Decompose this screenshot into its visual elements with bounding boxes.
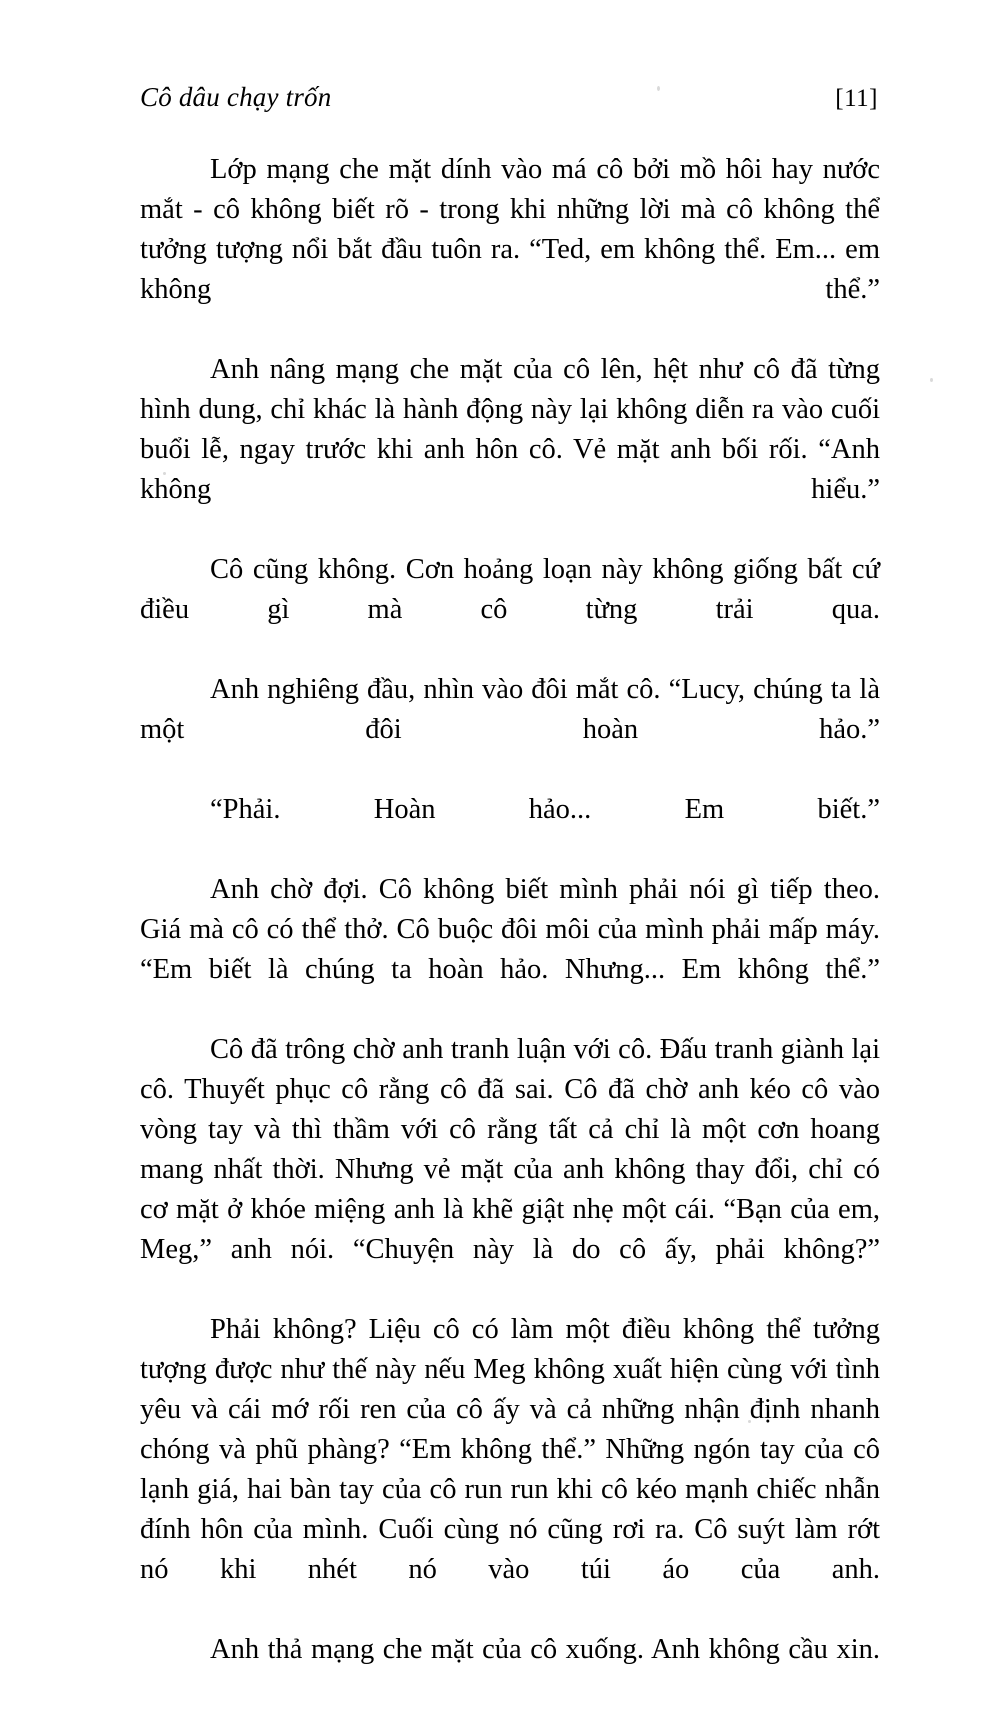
paragraph: Anh nâng mạng che mặt của cô lên, hệt như cô đã từng hình dung, chỉ khác là hành động này lại không diễn ra vào cuối buổi lễ, ngay trước khi anh hôn cô. Vẻ mặt anh bối rối. “Anh không hiểu.” (140, 354, 880, 505)
paragraph: Anh chờ đợi. Cô không biết mình phải nói gì tiếp theo. Giá mà cô có thể thở. Cô buộc đôi môi của mình phải mấp máy. “Em biết là chúng ta hoàn hảo. Nhưng... Em không thể.” (140, 874, 880, 985)
paragraph: Anh nghiêng đầu, nhìn vào đôi mắt cô. “Lucy, chúng ta là một đôi hoàn hảo.” (140, 674, 880, 745)
running-head (140, 82, 878, 113)
body-text-block (140, 150, 880, 1710)
paragraph: Anh thả mạng che mặt của cô xuống. Anh không cầu xin. (210, 1634, 880, 1665)
paragraph: “Phải. Hoàn hảo... Em biết.” (210, 794, 880, 825)
paragraph: Cô đã trông chờ anh tranh luận với cô. Đấu tranh giành lại cô. Thuyết phục cô rằng cô đã sai. Cô đã chờ anh kéo cô vào vòng tay và thì thầm với cô rằng tất cả chỉ là một cơn hoang mang nhất thời. Nhưng vẻ mặt của anh không thay đổi, chỉ có cơ mặt ở khóe miệng anh là khẽ giật nhẹ một cái. “Bạn của em, Meg,” anh nói. “Chuyện này là do cô ấy, phải không?” (140, 1034, 880, 1265)
paragraph: Cô cũng không. Cơn hoảng loạn này không giống bất cứ điều gì mà cô từng trải qua. (140, 554, 880, 625)
paragraph: Lớp mạng che mặt dính vào má cô bởi mồ hôi hay nước mắt - cô không biết rõ - trong khi những lời mà cô không thể tưởng tượng nổi bắt đầu tuôn ra. “Ted, em không thể. Em... em không thể.” (140, 154, 880, 305)
paragraph: Phải không? Liệu cô có làm một điều không thể tưởng tượng được như thế này nếu Meg không xuất hiện cùng với tình yêu và cái mớ rối ren của cô ấy và cả những nhận định nhanh chóng và phũ phàng? “Em không thể.” Những ngón tay của cô lạnh giá, hai bàn tay của cô run run khi cô kéo mạnh chiếc nhẫn đính hôn của mình. Cuối cùng nó cũng rơi ra. Cô suýt làm rớt nó khi nhét nó vào túi áo của anh. (140, 1314, 880, 1585)
scan-speckle (930, 378, 933, 382)
page-number: [11] (835, 85, 878, 112)
running-head-title: Cô dâu chạy trốn (140, 82, 332, 112)
